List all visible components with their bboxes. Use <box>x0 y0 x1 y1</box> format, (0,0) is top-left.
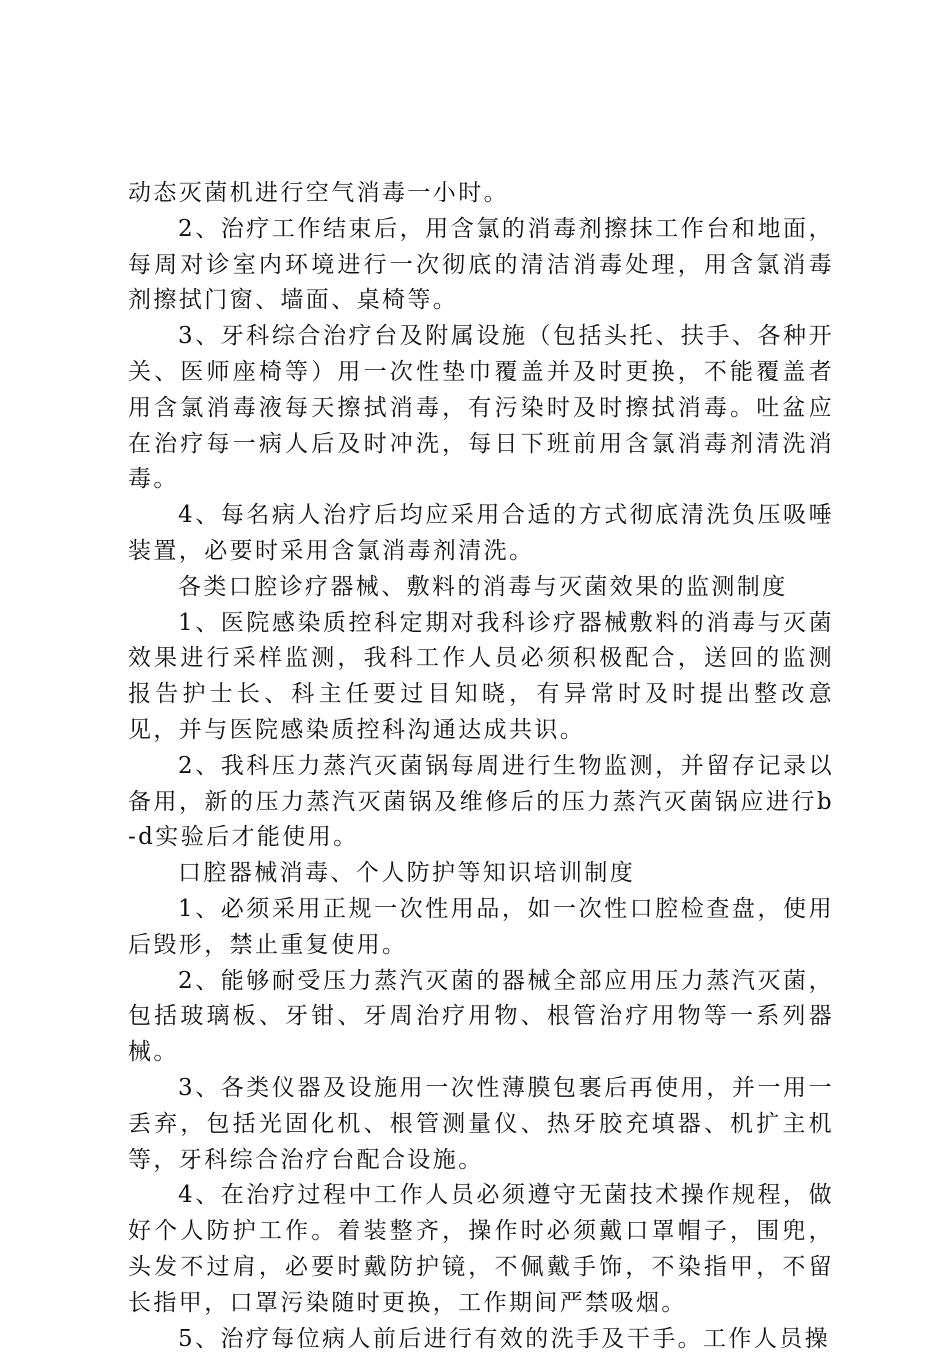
section-heading-monitoring: 各类口腔诊疗器械、敷料的消毒与灭菌效果的监测制度 <box>128 570 834 606</box>
paragraph-monitoring-2: 2、我科压力蒸汽灭菌锅每周进行生物监测，并留存记录以备用，新的压力蒸汽灭菌锅及维修后的压力蒸汽灭菌锅应进行b-d实验后才能使用。 <box>128 749 834 856</box>
section-heading-training: 口腔器械消毒、个人防护等知识培训制度 <box>128 856 834 892</box>
paragraph-training-3: 3、各类仪器及设施用一次性薄膜包裹后再使用，并一用一丢弃，包括光固化机、根管测量仪、热牙胶充填器、机扩主机等，牙科综合治疗台配合设施。 <box>128 1071 834 1178</box>
paragraph-training-2: 2、能够耐受压力蒸汽灭菌的器械全部应用压力蒸汽灭菌，包括玻璃板、牙钳、牙周治疗用物、根管治疗用物等一系列器械。 <box>128 964 834 1071</box>
paragraph-monitoring-1: 1、医院感染质控科定期对我科诊疗器械敷料的消毒与灭菌效果进行采样监测，我科工作人员必须积极配合，送回的监测报告护士长、科主任要过目知晓，有异常时及时提出整改意见，并与医院感染质控科沟通达成共识。 <box>128 606 834 749</box>
paragraph-item-2-cleaning: 2、治疗工作结束后，用含氯的消毒剂擦抹工作台和地面，每周对诊室内环境进行一次彻底的清洁消毒处理，用含氯消毒剂擦拭门窗、墙面、桌椅等。 <box>128 212 834 319</box>
document-body <box>128 176 834 1357</box>
paragraph-training-1: 1、必须采用正规一次性用品，如一次性口腔检查盘，使用后毁形，禁止重复使用。 <box>128 892 834 964</box>
paragraph-training-4: 4、在治疗过程中工作人员必须遵守无菌技术操作规程，做好个人防护工作。着装整齐，操作时必须戴口罩帽子，围兜，头发不过肩，必要时戴防护镜，不佩戴手饰，不染指甲，不留长指甲，口罩污染随时更换，工作期间严禁吸烟。 <box>128 1178 834 1321</box>
paragraph-item-4-suction: 4、每名病人治疗后均应采用合适的方式彻底清洗负压吸唾装置，必要时采用含氯消毒剂清洗。 <box>128 498 834 570</box>
paragraph-air-disinfection: 动态灭菌机进行空气消毒一小时。 <box>128 176 834 212</box>
paragraph-training-5: 5、治疗每位病人前后进行有效的洗手及干手。工作人员操 <box>128 1322 834 1357</box>
paragraph-item-3-dental-unit: 3、牙科综合治疗台及附属设施（包括头托、扶手、各种开关、医师座椅等）用一次性垫巾覆盖并及时更换，不能覆盖者用含氯消毒液每天擦拭消毒，有污染时及时擦拭消毒。吐盆应在治疗每一病人后及时冲洗，每日下班前用含氯消毒剂清洗消毒。 <box>128 319 834 498</box>
